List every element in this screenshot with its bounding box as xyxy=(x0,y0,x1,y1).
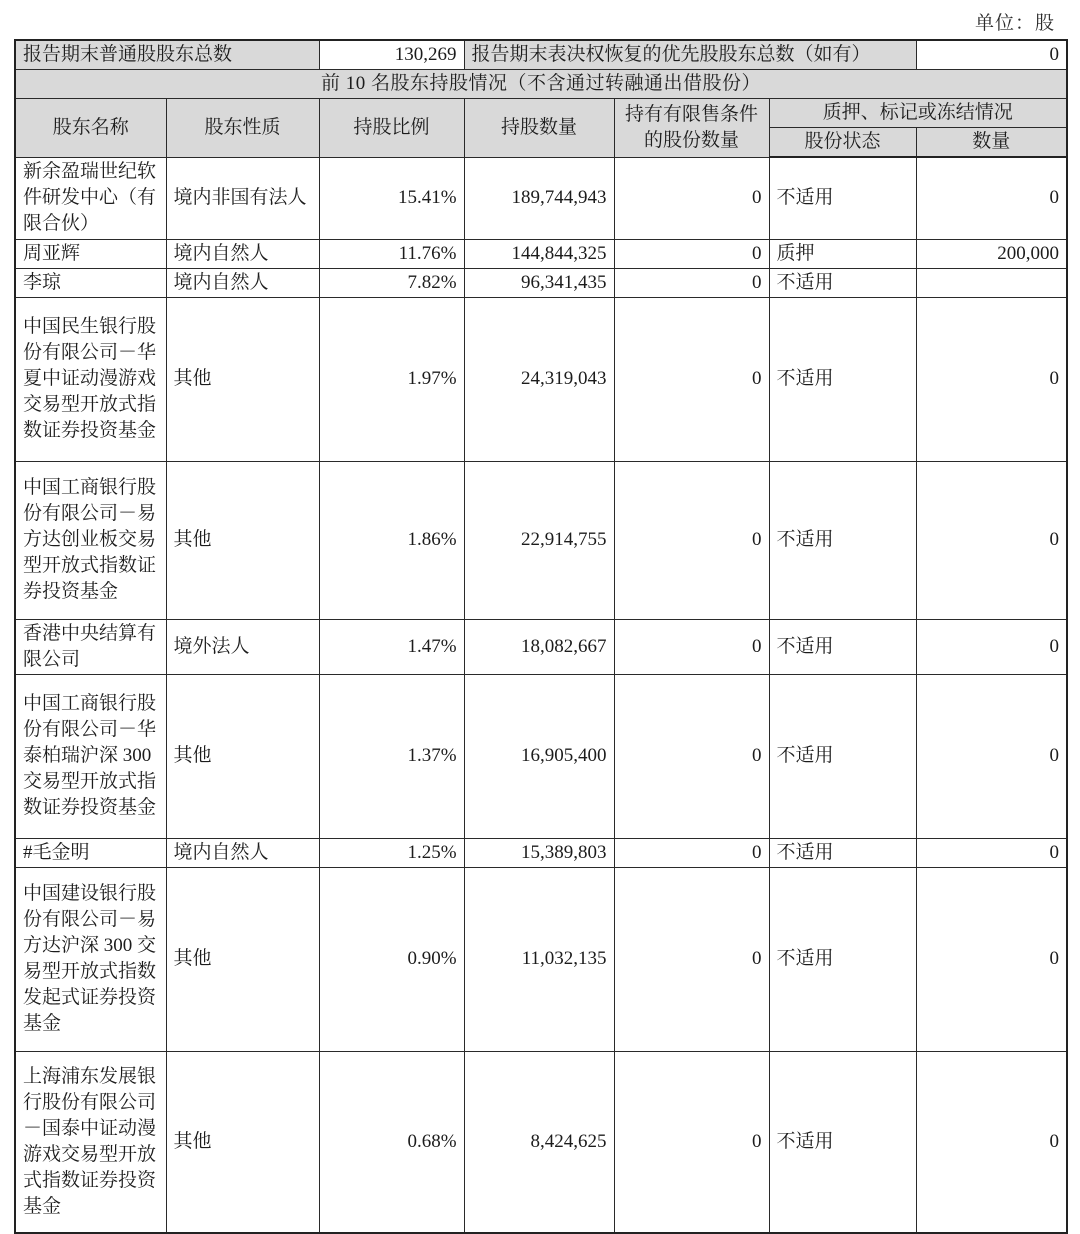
shareholding-ratio: 15.41% xyxy=(319,157,464,239)
shareholding-ratio: 1.47% xyxy=(319,619,464,674)
shareholder-name: 李琼 xyxy=(15,268,166,297)
pledge-quantity xyxy=(916,268,1067,297)
shareholder-nature: 境内非国有法人 xyxy=(166,157,319,239)
shareholder-nature: 境内自然人 xyxy=(166,268,319,297)
shareholder-nature: 其他 xyxy=(166,1051,319,1233)
shareholder-nature: 其他 xyxy=(166,461,319,619)
restricted-shares: 0 xyxy=(614,239,769,268)
shareholder-name: 上海浦东发展银行股份有限公司－国泰中证动漫游戏交易型开放式指数证券投资基金 xyxy=(15,1051,166,1233)
restricted-shares: 0 xyxy=(614,1051,769,1233)
shareholding-ratio: 1.37% xyxy=(319,674,464,838)
shareholder-name: 中国工商银行股份有限公司－华泰柏瑞沪深 300 交易型开放式指数证券投资基金 xyxy=(15,674,166,838)
shareholders-table xyxy=(14,39,1068,1234)
restricted-shares: 0 xyxy=(614,867,769,1051)
pledge-quantity: 0 xyxy=(916,674,1067,838)
restricted-shares: 0 xyxy=(614,619,769,674)
restricted-shares: 0 xyxy=(614,297,769,461)
summary-row xyxy=(15,40,1067,70)
shareholding-ratio: 7.82% xyxy=(319,268,464,297)
shareholder-name: 周亚辉 xyxy=(15,239,166,268)
table-row xyxy=(15,838,1067,867)
col-header-shareholding-ratio: 持股比例 xyxy=(319,99,464,158)
shareholding-ratio: 1.97% xyxy=(319,297,464,461)
table-row xyxy=(15,239,1067,268)
col-header-shareholder-name: 股东名称 xyxy=(15,99,166,158)
shareholding-ratio: 1.25% xyxy=(319,838,464,867)
shareholder-nature: 境外法人 xyxy=(166,619,319,674)
table-row xyxy=(15,619,1067,674)
shareholder-name: 中国工商银行股份有限公司－易方达创业板交易型开放式指数证券投资基金 xyxy=(15,461,166,619)
col-header-pledge-quantity: 数量 xyxy=(916,128,1067,158)
shareholding-ratio: 0.68% xyxy=(319,1051,464,1233)
pledge-quantity: 0 xyxy=(916,461,1067,619)
shareholding-ratio: 11.76% xyxy=(319,239,464,268)
shareholder-name: 中国建设银行股份有限公司－易方达沪深 300 交易型开放式指数发起式证券投资基金 xyxy=(15,867,166,1051)
preferred-shareholders-label: 报告期末表决权恢复的优先股股东总数（如有） xyxy=(464,40,916,70)
pledge-status: 不适用 xyxy=(769,268,916,297)
pledge-quantity: 0 xyxy=(916,297,1067,461)
shareholder-nature: 其他 xyxy=(166,867,319,1051)
shareholder-name: #毛金明 xyxy=(15,838,166,867)
pledge-quantity: 0 xyxy=(916,838,1067,867)
col-header-restricted-shares: 持有有限售条件的股份数量 xyxy=(614,99,769,158)
pledge-quantity: 0 xyxy=(916,157,1067,239)
pledge-status: 质押 xyxy=(769,239,916,268)
pledge-status: 不适用 xyxy=(769,619,916,674)
shareholding-quantity: 8,424,625 xyxy=(464,1051,614,1233)
pledge-status: 不适用 xyxy=(769,297,916,461)
shareholding-quantity: 189,744,943 xyxy=(464,157,614,239)
pledge-status: 不适用 xyxy=(769,157,916,239)
shareholding-ratio: 1.86% xyxy=(319,461,464,619)
pledge-status: 不适用 xyxy=(769,838,916,867)
table-row xyxy=(15,867,1067,1051)
shareholding-quantity: 15,389,803 xyxy=(464,838,614,867)
preferred-shareholders-value: 0 xyxy=(916,40,1067,70)
shareholder-nature: 其他 xyxy=(166,674,319,838)
table-row xyxy=(15,1051,1067,1233)
shareholding-quantity: 24,319,043 xyxy=(464,297,614,461)
restricted-shares: 0 xyxy=(614,157,769,239)
shareholder-nature: 其他 xyxy=(166,297,319,461)
ordinary-shareholders-label: 报告期末普通股股东总数 xyxy=(15,40,319,70)
pledge-quantity: 0 xyxy=(916,619,1067,674)
pledge-quantity: 0 xyxy=(916,1051,1067,1233)
shareholder-nature: 境内自然人 xyxy=(166,838,319,867)
shareholding-quantity: 22,914,755 xyxy=(464,461,614,619)
restricted-shares: 0 xyxy=(614,461,769,619)
shareholding-ratio: 0.90% xyxy=(319,867,464,1051)
table-row xyxy=(15,157,1067,239)
ordinary-shareholders-value: 130,269 xyxy=(319,40,464,70)
col-header-pledge-status: 股份状态 xyxy=(769,128,916,158)
pledge-status: 不适用 xyxy=(769,1051,916,1233)
table-row xyxy=(15,674,1067,838)
shareholding-quantity: 16,905,400 xyxy=(464,674,614,838)
restricted-shares: 0 xyxy=(614,268,769,297)
pledge-status: 不适用 xyxy=(769,867,916,1051)
restricted-shares: 0 xyxy=(614,838,769,867)
shareholding-quantity: 11,032,135 xyxy=(464,867,614,1051)
pledge-quantity: 200,000 xyxy=(916,239,1067,268)
pledge-quantity: 0 xyxy=(916,867,1067,1051)
section-title: 前 10 名股东持股情况（不含通过转融通出借股份） xyxy=(15,70,1067,99)
restricted-shares: 0 xyxy=(614,674,769,838)
col-header-shareholder-nature: 股东性质 xyxy=(166,99,319,158)
unit-label: 单位：股 xyxy=(974,13,1055,34)
table-row xyxy=(15,268,1067,297)
shareholder-name: 新余盈瑞世纪软件研发中心（有限合伙） xyxy=(15,157,166,239)
shareholder-name: 香港中央结算有限公司 xyxy=(15,619,166,674)
shareholding-quantity: 18,082,667 xyxy=(464,619,614,674)
section-title-row xyxy=(15,70,1067,99)
col-header-pledge-group: 质押、标记或冻结情况 xyxy=(769,99,1067,128)
pledge-status: 不适用 xyxy=(769,461,916,619)
col-header-shareholding-quantity: 持股数量 xyxy=(464,99,614,158)
table-row xyxy=(15,297,1067,461)
shareholder-name: 中国民生银行股份有限公司－华夏中证动漫游戏交易型开放式指数证券投资基金 xyxy=(15,297,166,461)
shareholder-nature: 境内自然人 xyxy=(166,239,319,268)
header-row-top xyxy=(15,99,1067,128)
shareholding-quantity: 144,844,325 xyxy=(464,239,614,268)
table-row xyxy=(15,461,1067,619)
shareholding-quantity: 96,341,435 xyxy=(464,268,614,297)
pledge-status: 不适用 xyxy=(769,674,916,838)
